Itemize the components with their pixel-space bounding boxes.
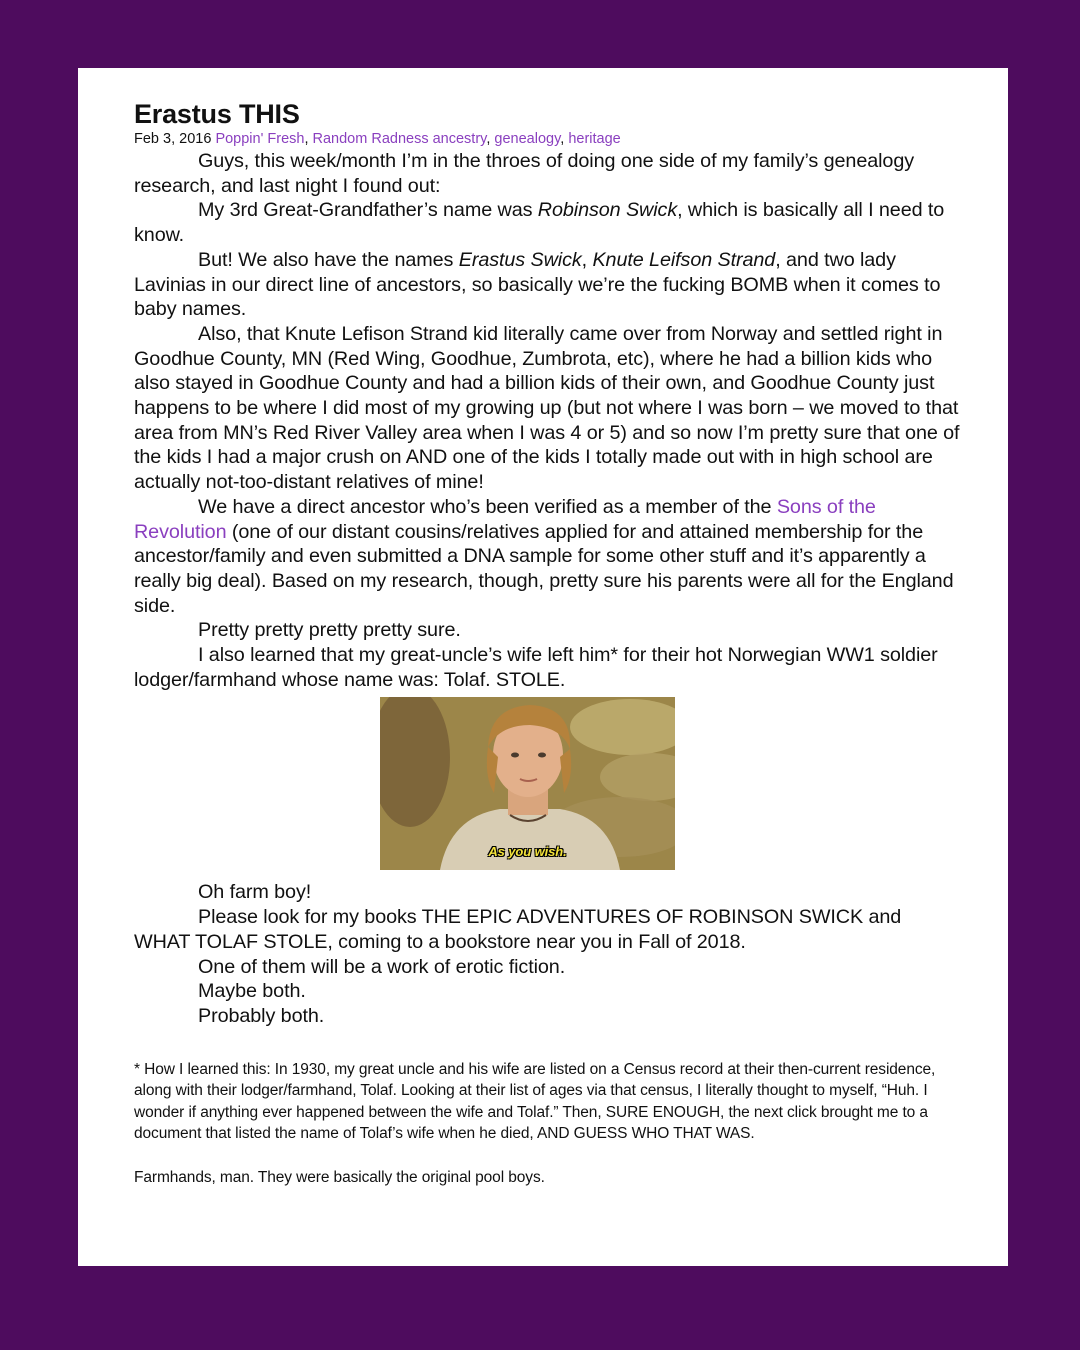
post-body <box>134 149 962 1029</box>
paragraph: One of them will be a work of erotic fiction. <box>198 955 566 978</box>
tag-link[interactable]: heritage <box>568 131 621 147</box>
paragraph: We have a direct ancestor who’s been verified as a member of the Sons of the Revolution (one of our distant cousins/relatives applied for and attained membership for the ancestor/family and even submitted a DNA sample for some other stuff and it’s apparently a really big deal). Based on my research, though, pretty sure his parents were all for the England side. <box>134 495 954 617</box>
paragraph: Maybe both. <box>198 980 306 1003</box>
paragraph: Pretty pretty pretty pretty sure. <box>198 619 461 642</box>
post-content <box>134 98 962 1188</box>
gif-caption: As you wish. <box>488 843 567 859</box>
paragraph: Oh farm boy! <box>198 881 312 904</box>
category-link[interactable]: Random Radness ancestry <box>312 131 487 147</box>
paragraph: My 3rd Great-Grandfather’s name was Robinson Swick, which is basically all I need to know. <box>134 199 945 247</box>
post-date: Feb 3, 2016 <box>134 131 212 147</box>
post-meta: Feb 3, 2016 Poppin' Fresh, Random Radness ancestry, genealogy, heritage <box>134 131 621 147</box>
paragraph: Please look for my books THE EPIC ADVENTURES OF ROBINSON SWICK and WHAT TOLAF STOLE, coming to a bookstore near you in Fall of 2018. <box>134 906 902 953</box>
paragraph: Also, that Knute Lefison Strand kid literally came over from Norway and settled right in Goodhue County, MN (Red Wing, Goodhue, Zumbrota, etc), where he had a billion kids who also stayed in Goodhue County and had a billion kids of their own, and Goodhue County just happens to be where I did most of my growing up (but not where I was born – we moved to that area from MN’s Red River Valley area when I was 4 or 5) and so now I’m pretty sure that one of the kids I had a major crush on AND one of the kids I totally made out with in high school are actually not-too-distant relatives of mine! <box>134 322 960 494</box>
farm-boy-gif <box>380 697 675 870</box>
paragraph: But! We also have the names Erastus Swick, Knute Leifson Strand, and two lady Lavinias in our direct line of ancestors, so basically we’re the fucking BOMB when it comes to baby names. <box>134 248 941 321</box>
sons-of-the-revolution-link[interactable]: Sons of the Revolution <box>134 495 876 543</box>
tag-link[interactable]: genealogy <box>494 131 561 147</box>
paragraph: Probably both. <box>198 1004 325 1027</box>
footnote <box>134 1059 962 1189</box>
post-card <box>78 68 1008 1266</box>
paragraph: Guys, this week/month I’m in the throes of doing one side of my family’s genealogy research, and last night I found out: <box>134 150 915 197</box>
post-title: Erastus THIS <box>134 99 300 129</box>
footnote-closing: Farmhands, man. They were basically the original pool boys. <box>134 1168 545 1186</box>
category-link[interactable]: Poppin' Fresh <box>215 131 305 147</box>
paragraph: I also learned that my great-uncle’s wife left him* for their hot Norwegian WW1 soldier lodger/farmhand whose name was: Tolaf. STOLE. <box>134 644 938 691</box>
footnote-text: * How I learned this: In 1930, my great uncle and his wife are listed on a Census record at their then-current residence, along with their lodger/farmhand, Tolaf. Looking at their list of ages via that census, I literally thought to myself, “Huh. I wonder if anything ever happened between the wife and Tolaf.” Then, SURE ENOUGH, the next click brought me to a document that listed the name of Tolaf’s wife when he died, AND GUESS WHO THAT WAS. <box>134 1060 936 1143</box>
